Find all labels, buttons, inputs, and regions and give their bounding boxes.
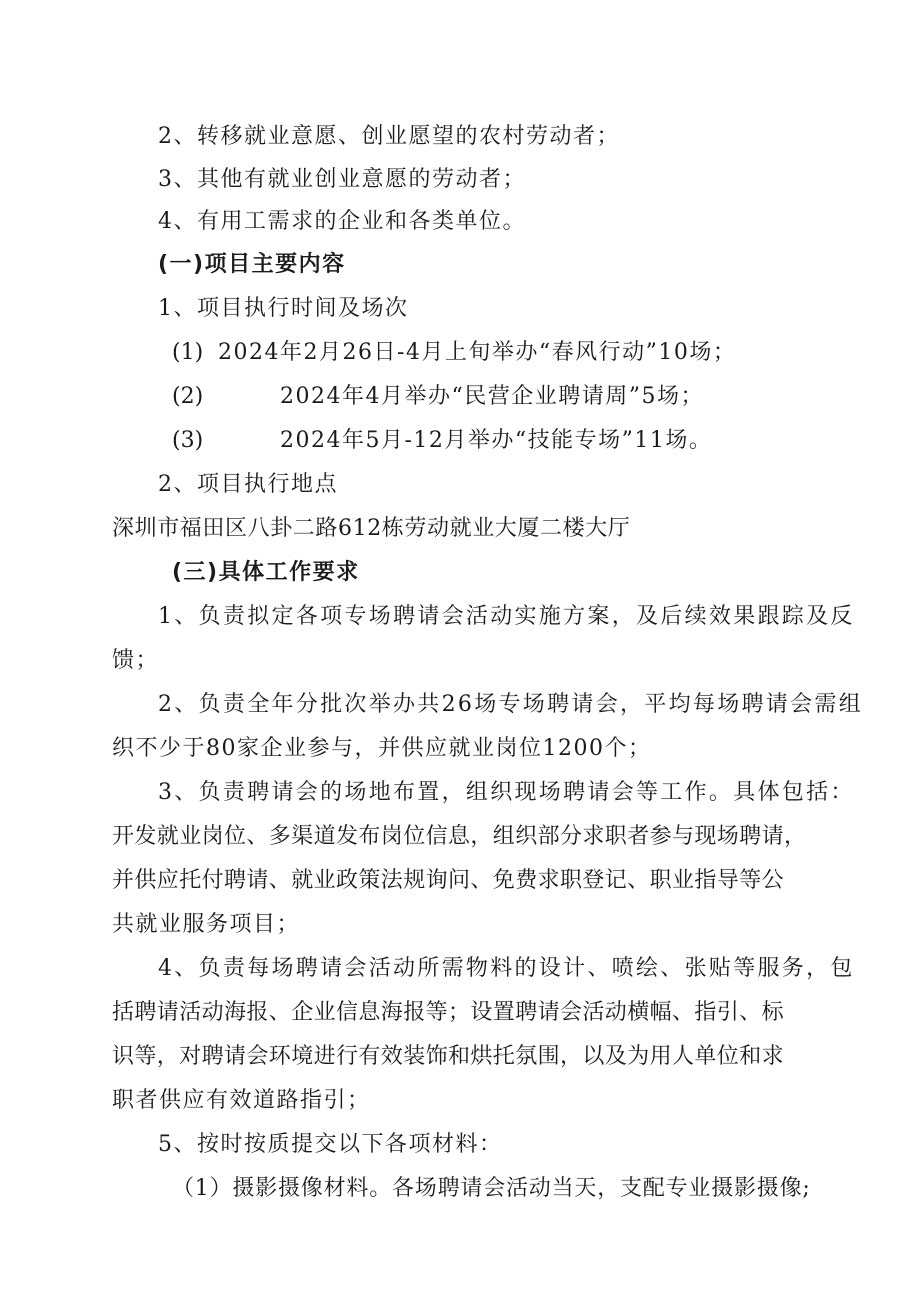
requirement-paragraph-line: 开发就业岗位、多渠道发布岗位信息，组织部分求职者参与现场聘请， [112, 824, 807, 849]
requirement-paragraph-line: 织不少于80家企业参与，并供应就业岗位1200个； [112, 736, 652, 761]
schedule-item: 2024年2月26日-4月上旬举办“春风行动”10场； [218, 340, 737, 365]
requirement-paragraph-line: 4、负责每场聘请会活动所需物料的设计、喷绘、张贴等服务，包 [158, 956, 855, 981]
subheading-location: 2、项目执行地点 [158, 472, 338, 497]
schedule-index: (2) [172, 384, 204, 409]
requirement-paragraph-line: 并供应托付聘请、就业政策法规询问、免费求职登记、职业指导等公 [112, 868, 785, 893]
requirement-paragraph-line: 3、负责聘请会的场地布置，组织现场聘请会等工作。具体包括： [158, 780, 855, 805]
requirement-paragraph-line: 识等，对聘请会环境进行有效装饰和烘托氛围，以及为用人单位和求 [112, 1044, 785, 1069]
target-item-2: 2、转移就业意愿、创业愿望的农村劳动者； [158, 124, 620, 149]
requirement-item-5: 5、按时按质提交以下各项材料： [158, 1132, 503, 1157]
requirement-item-5-1: （1）摄影摄像材料。各场聘请会活动当天，支配专业摄影摄像; [172, 1176, 811, 1201]
location-address: 深圳市福田区八卦二路612栋劳动就业大厦二楼大厅 [112, 516, 631, 541]
requirement-paragraph-line: 括聘请活动海报、企业信息海报等；设置聘请会活动横幅、指引、标 [112, 1000, 785, 1025]
requirement-paragraph-line: 职者供应有效道路指引； [112, 1088, 371, 1113]
subheading-time-sessions: 1、项目执行时间及场次 [158, 296, 409, 321]
target-item-4: 4、有用工需求的企业和各类单位。 [158, 209, 526, 234]
target-item-3: 3、其他有就业创业意愿的劳动者； [158, 167, 526, 192]
requirement-paragraph-line: 共就业服务项目； [112, 912, 301, 937]
section-heading-work-requirements: (三)具体工作要求 [172, 560, 360, 585]
requirement-paragraph-line: 馈； [112, 648, 160, 673]
schedule-index: (1) [172, 340, 204, 365]
requirement-paragraph-line: 1、负责拟定各项专场聘请会活动实施方案，及后续效果跟踪及反 [158, 604, 855, 629]
schedule-index: (3) [172, 428, 204, 453]
schedule-item: 2024年5月-12月举办“技能专场”11场。 [280, 428, 713, 453]
section-heading-main-content: (一)项目主要内容 [158, 252, 346, 277]
schedule-item: 2024年4月举办“民营企业聘请周”5场； [280, 384, 704, 409]
requirement-paragraph-line: 2、负责全年分批次举办共26场专场聘请会，平均每场聘请会需组 [158, 692, 863, 717]
